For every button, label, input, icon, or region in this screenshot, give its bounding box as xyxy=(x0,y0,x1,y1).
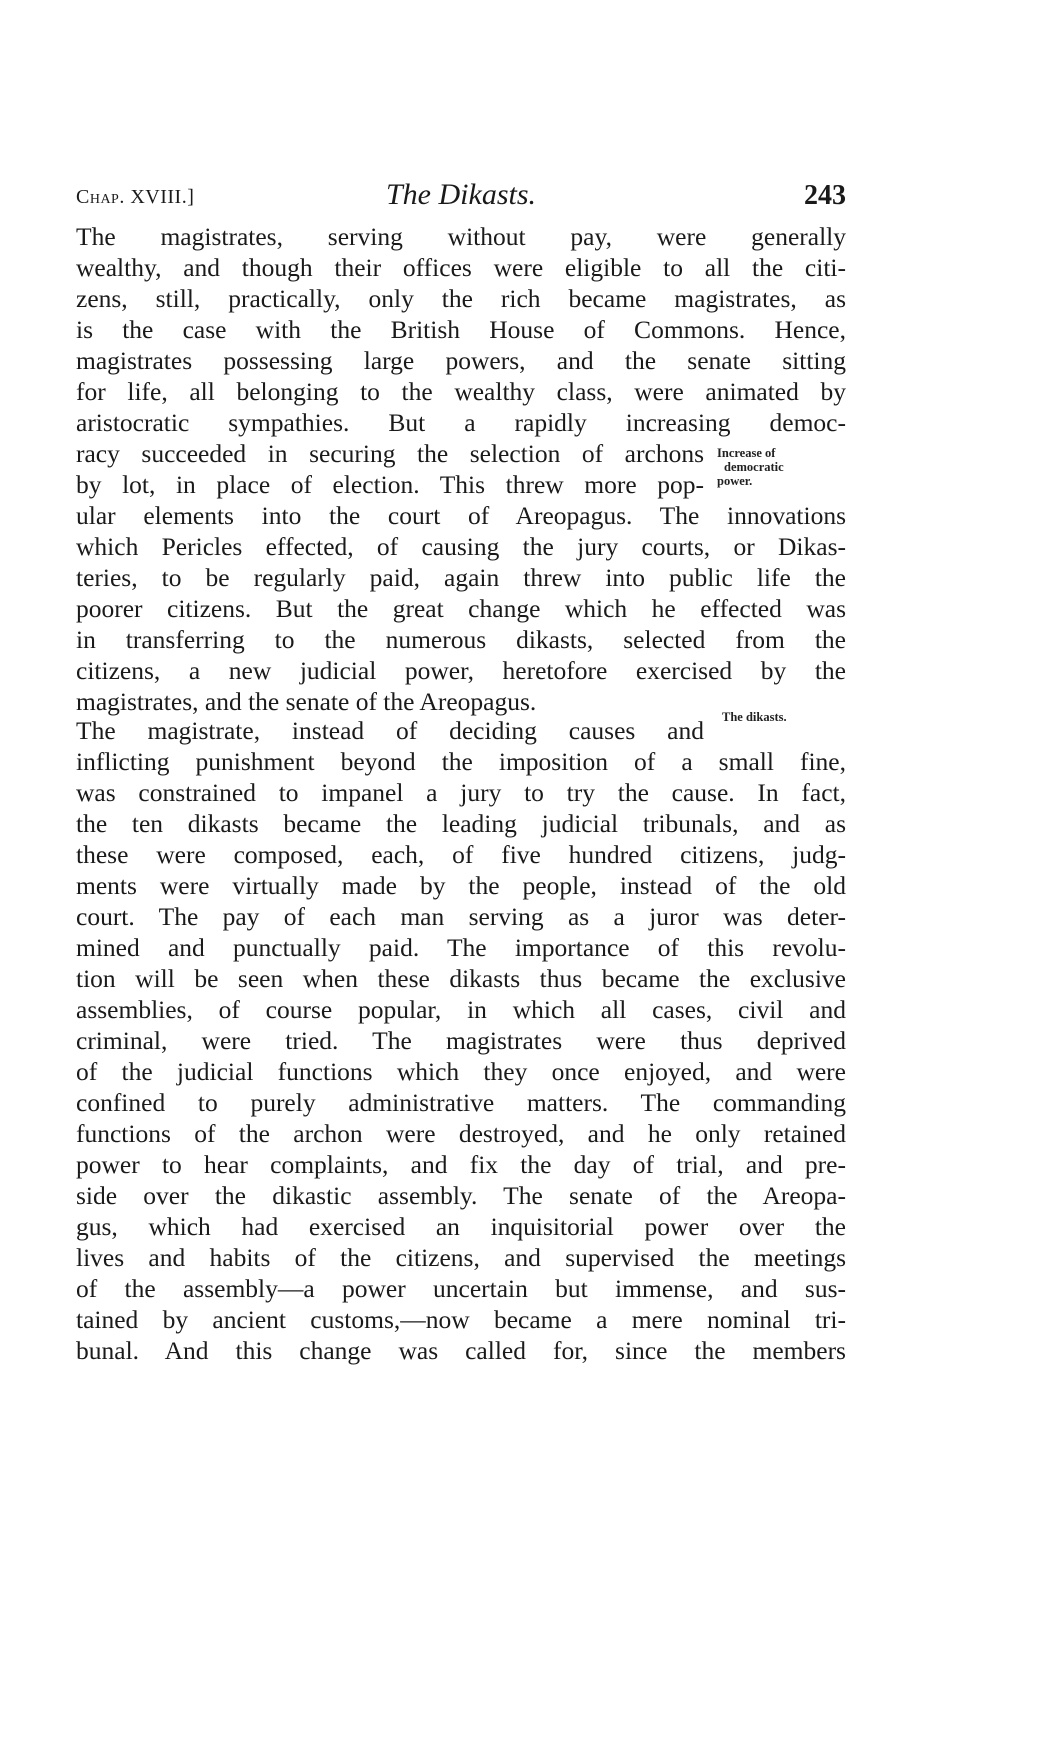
margin-note-the-dikasts: The dikasts. xyxy=(722,710,787,724)
text-line: poorer citizens. But the great change which he effected was xyxy=(76,594,846,623)
text-line: The magistrate, instead of deciding causes and xyxy=(76,716,704,745)
text-line: in transferring to the numerous dikasts, selected from the xyxy=(76,625,846,654)
text-line: of the assembly—a power uncertain but immense, and sus- xyxy=(76,1274,846,1303)
text-line: ular elements into the court of Areopagus. The innovations xyxy=(76,501,846,530)
text-line: magistrates possessing large powers, and the senate sitting xyxy=(76,346,846,375)
text-line: ments were virtually made by the people, instead of the old xyxy=(76,871,846,900)
text-line: wealthy, and though their offices were eligible to all the citi- xyxy=(76,253,846,282)
margin-note-line: Increase of xyxy=(717,446,776,460)
text-line: is the case with the British House of Commons. Hence, xyxy=(76,315,846,344)
text-line: side over the dikastic assembly. The senate of the Areopa- xyxy=(76,1181,846,1210)
text-line: court. The pay of each man serving as a juror was deter- xyxy=(76,902,846,931)
text-line: confined to purely administrative matters. The commanding xyxy=(76,1088,846,1117)
text-line: power to hear complaints, and fix the day of trial, and pre- xyxy=(76,1150,846,1179)
text-line: tion will be seen when these dikasts thus became the exclusive xyxy=(76,964,846,993)
text-line: magistrates, and the senate of the Areopagus. xyxy=(76,687,537,716)
running-header xyxy=(76,178,846,218)
text-line: zens, still, practically, only the rich became magistrates, as xyxy=(76,284,846,313)
margin-note-line: democratic xyxy=(724,460,784,474)
chapter-label: Chap. XVIII.] xyxy=(76,186,195,208)
text-line: mined and punctually paid. The importance of this revolu- xyxy=(76,933,846,962)
text-line: tained by ancient customs,—now became a mere nominal tri- xyxy=(76,1305,846,1334)
text-line: for life, all belonging to the wealthy class, were animated by xyxy=(76,377,846,406)
text-line: of the judicial functions which they once enjoyed, and were xyxy=(76,1057,846,1086)
text-line: lives and habits of the citizens, and supervised the meetings xyxy=(76,1243,846,1272)
text-line: functions of the archon were destroyed, and he only retained xyxy=(76,1119,846,1148)
text-line: which Pericles effected, of causing the jury courts, or Dikas- xyxy=(76,532,846,561)
page-number: 243 xyxy=(804,180,846,211)
text-line: the ten dikasts became the leading judicial tribunals, and as xyxy=(76,809,846,838)
text-line: gus, which had exercised an inquisitorial power over the xyxy=(76,1212,846,1241)
text-line: inflicting punishment beyond the imposition of a small fine, xyxy=(76,747,846,776)
text-line: racy succeeded in securing the selection of archons xyxy=(76,439,704,468)
text-line: these were composed, each, of five hundred citizens, judg- xyxy=(76,840,846,869)
margin-note-line: power. xyxy=(717,474,753,488)
page-title: The Dikasts. xyxy=(386,178,536,211)
text-line: was constrained to impanel a jury to try the cause. In fact, xyxy=(76,778,846,807)
text-line: by lot, in place of election. This threw more pop- xyxy=(76,470,704,499)
text-line: assemblies, of course popular, in which all cases, civil and xyxy=(76,995,846,1024)
text-line: aristocratic sympathies. But a rapidly increasing democ- xyxy=(76,408,846,437)
text-line: The magistrates, serving without pay, were generally xyxy=(76,222,846,251)
text-line: criminal, were tried. The magistrates were thus deprived xyxy=(76,1026,846,1055)
text-line: citizens, a new judicial power, heretofore exercised by the xyxy=(76,656,846,685)
text-line: teries, to be regularly paid, again threw into public life the xyxy=(76,563,846,592)
text-line: bunal. And this change was called for, since the members xyxy=(76,1336,846,1365)
